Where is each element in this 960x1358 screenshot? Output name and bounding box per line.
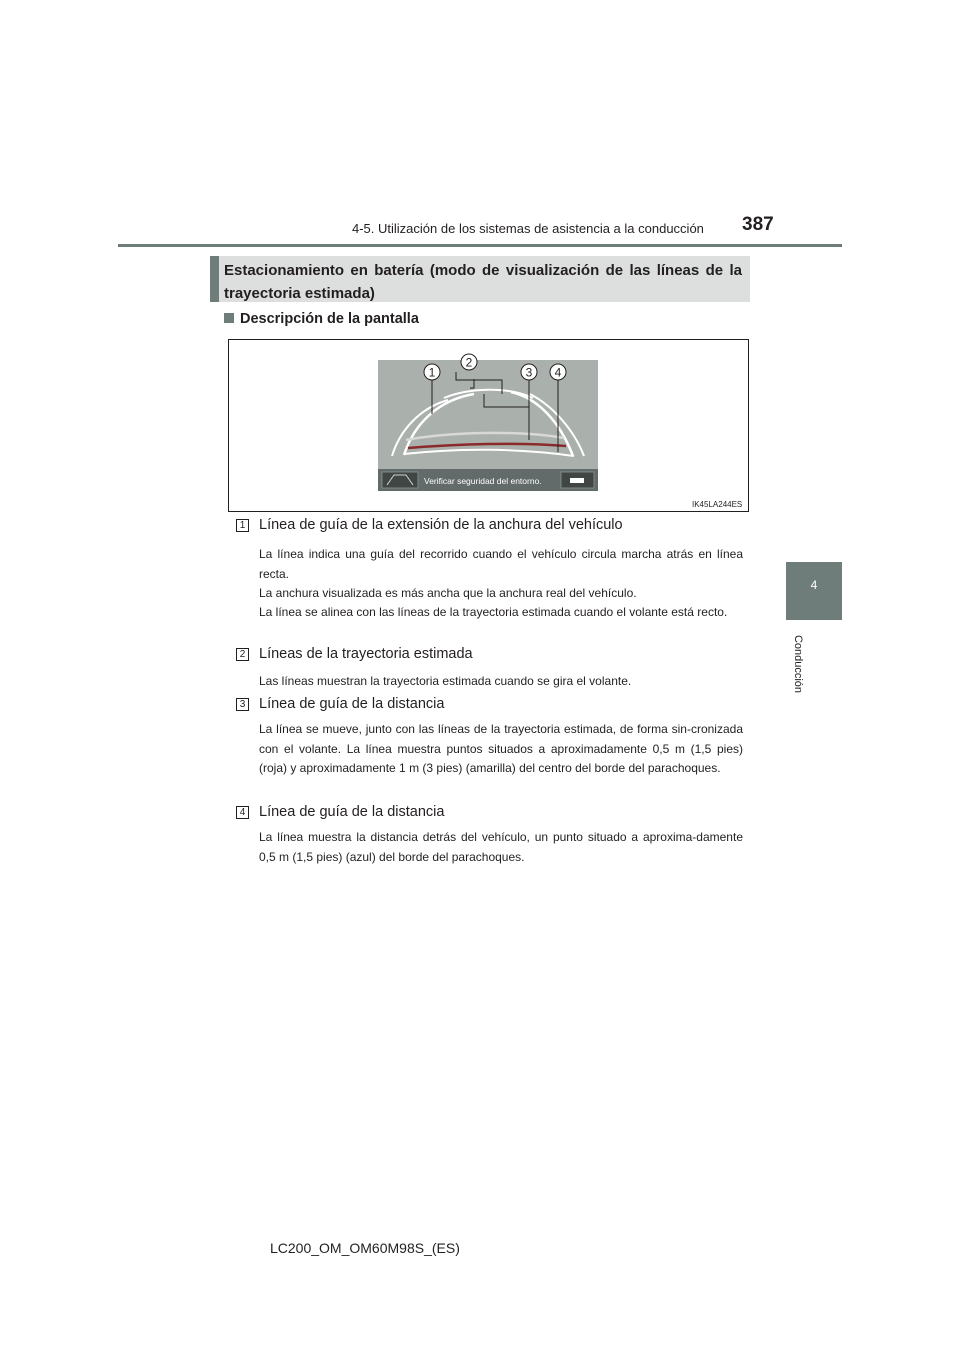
item-2-line-1: Las líneas muestran la trayectoria estimada cuando se gira el volante.: [259, 674, 632, 688]
item-3-line-1: La línea se mueve, junto con las líneas de la trayectoria estimada, de forma sin-cronizada con el volante. La línea muestra puntos situados a aproximadamente 0,5 m (1,5 pies) (roja) y aproximadamente 1 m (3 pies) (amarilla) del centro del borde del parachoques.: [259, 722, 743, 775]
document-code: LC200_OM_OM60M98S_(ES): [270, 1240, 460, 1256]
chapter-tab: [786, 562, 842, 620]
header-rule: [118, 244, 842, 247]
screen-message: Verificar seguridad del entorno.: [424, 476, 542, 486]
chapter-label: Conducción: [792, 634, 804, 694]
subheading: [224, 311, 419, 327]
view-mode-icon: [382, 472, 418, 488]
page-number: 387: [742, 214, 774, 235]
item-title-2: Líneas de la trayectoria estimada: [259, 646, 473, 662]
callout-3-label: 3: [525, 365, 533, 380]
item-number-4: 4: [236, 806, 249, 819]
running-header: 4-5. Utilización de los sistemas de asistencia a la conducción: [352, 221, 704, 236]
section-heading-bar: [210, 256, 219, 302]
item-1-line-2: La anchura visualizada es más ancha que la anchura real del vehículo.: [259, 586, 637, 600]
figure-code: IK45LA244ES: [692, 500, 743, 509]
section-title: Estacionamiento en batería (modo de visualización de las líneas de la trayectoria estimada): [224, 262, 742, 302]
square-bullet-icon: [224, 313, 234, 323]
callout-1-label: 1: [428, 365, 436, 380]
item-1-line-3: La línea se alinea con las líneas de la trayectoria estimada cuando el volante está recto.: [259, 605, 728, 619]
item-title-3: Línea de guía de la distancia: [259, 696, 445, 712]
callout-4: [550, 364, 566, 380]
callout-3: [521, 364, 537, 380]
item-number-1: 1: [236, 519, 249, 532]
item-4-line-1: La línea muestra la distancia detrás del vehículo, un punto situado a aproxima-damente 0,5 m (1,5 pies) (azul) del borde del parachoques.: [259, 830, 743, 864]
item-number-2: 2: [236, 648, 249, 661]
callout-2-label: 2: [465, 355, 473, 370]
item-title-4: Línea de guía de la distancia: [259, 804, 445, 820]
callout-2: [461, 354, 477, 370]
item-1-line-1: La línea indica una guía del recorrido cuando el vehículo circula marcha atrás en línea recta.: [259, 547, 743, 581]
chapter-number: 4: [810, 578, 818, 592]
chapter-label-container: [788, 628, 808, 700]
camera-screen-illustration: [378, 352, 598, 492]
item-title-1: Línea de guía de la extensión de la anchura del vehículo: [259, 517, 623, 533]
item-number-3: 3: [236, 698, 249, 711]
callout-4-label: 4: [554, 365, 562, 380]
callout-1: [424, 364, 440, 380]
subheading-text: Descripción de la pantalla: [240, 311, 419, 327]
guide-switch-bar-icon: [570, 478, 584, 483]
